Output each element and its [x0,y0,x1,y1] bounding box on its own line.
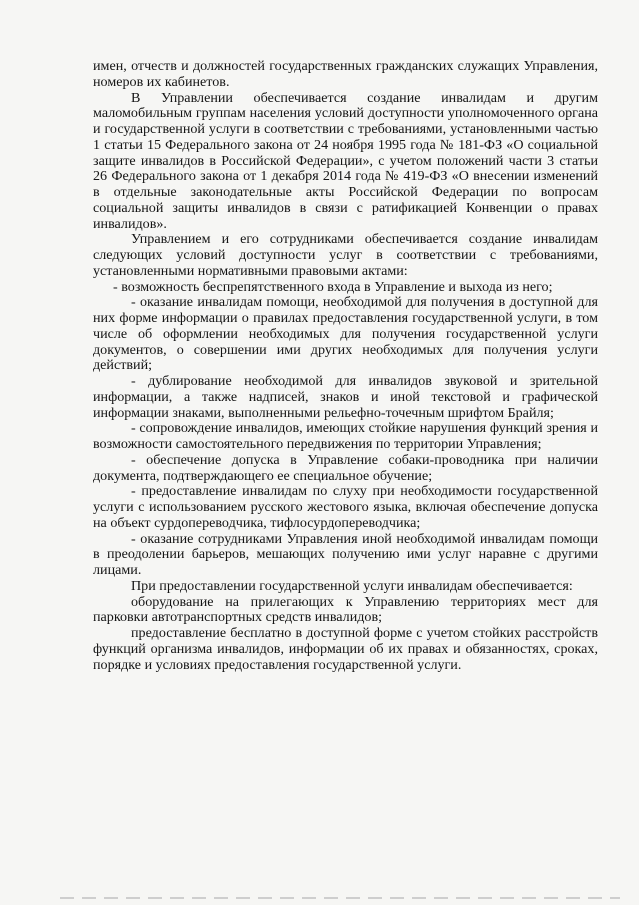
list-item-6: - предоставление инвалидам по слуху при необходимости государственной услуги с использованием русского жестового языка, включая обеспечение допуска на объект сурдопереводчика, тифлосурдопереводчика; [93,483,598,531]
paragraph-3: Управлением и его сотрудниками обеспечивается создание инвалидам следующих условий доступности услуг в соответствии с требованиями, установленными нормативными правовыми актами: [93,231,598,279]
paragraph-1: имен, отчеств и должностей государственных гражданских служащих Управления, номеров их кабинетов. [93,58,598,90]
paragraph-2: В Управлении обеспечивается создание инвалидам и другим маломобильным группам населения условий доступности уполномоченного органа и государственной услуги в соответствии с требованиями, установленными частью 1 статьи 15 Федерального закона от 24 ноября 1995 года № 181-ФЗ «О социальной защите инвалидов в Российской Федерации», с учетом положений части 3 статьи 26 Федерального закона от 1 декабря 2014 года № 419-ФЗ «О внесении изменений в отдельные законодательные акты Российской Федерации по вопросам социальной защиты инвалидов в связи с ратификацией Конвенции о правах инвалидов». [93,89,598,232]
list-item-1: - возможность беспрепятственного входа в Управление и выхода из него; [113,278,553,295]
list-item-5: - обеспечение допуска в Управление собаки-проводника при наличии документа, подтверждающего ее специальное обучение; [93,451,598,484]
paragraph-4: При предоставлении государственной услуги инвалидам обеспечивается: [131,577,573,594]
list-item-7: - оказание сотрудниками Управления иной необходимой инвалидам помощи в преодолении барьеров, мешающих получению ими услуг наравне с другими лицами. [93,530,598,578]
list-item-4: - сопровождение инвалидов, имеющих стойкие нарушения функций зрения и возможности самостоятельного передвижения по территории Управления; [93,420,598,452]
document-body [93,59,598,673]
scan-artifact-line [60,897,620,899]
paragraph-6: предоставление бесплатно в доступной форме с учетом стойких расстройств функций организма инвалидов, информации об их правах и обязанностях, сроках, порядке и условиях предоставления государственной услуги. [93,625,598,673]
list-item-2: - оказание инвалидам помощи, необходимой для получения в доступной для них форме информации о правилах предоставления государственной услуги, в том числе об оформлении необходимых для получения государственной услуги документов, о совершении ими других необходимых для получения услуги действий; [93,294,598,374]
paragraph-5: оборудование на прилегающих к Управлению территориях мест для парковки автотранспортных средств инвалидов; [93,593,598,626]
list-item-3: - дублирование необходимой для инвалидов звуковой и зрительной информации, а также надписей, знаков и иной текстовой и графической информации знаками, выполненными рельефно-точечным шрифтом Брайля; [93,373,598,421]
